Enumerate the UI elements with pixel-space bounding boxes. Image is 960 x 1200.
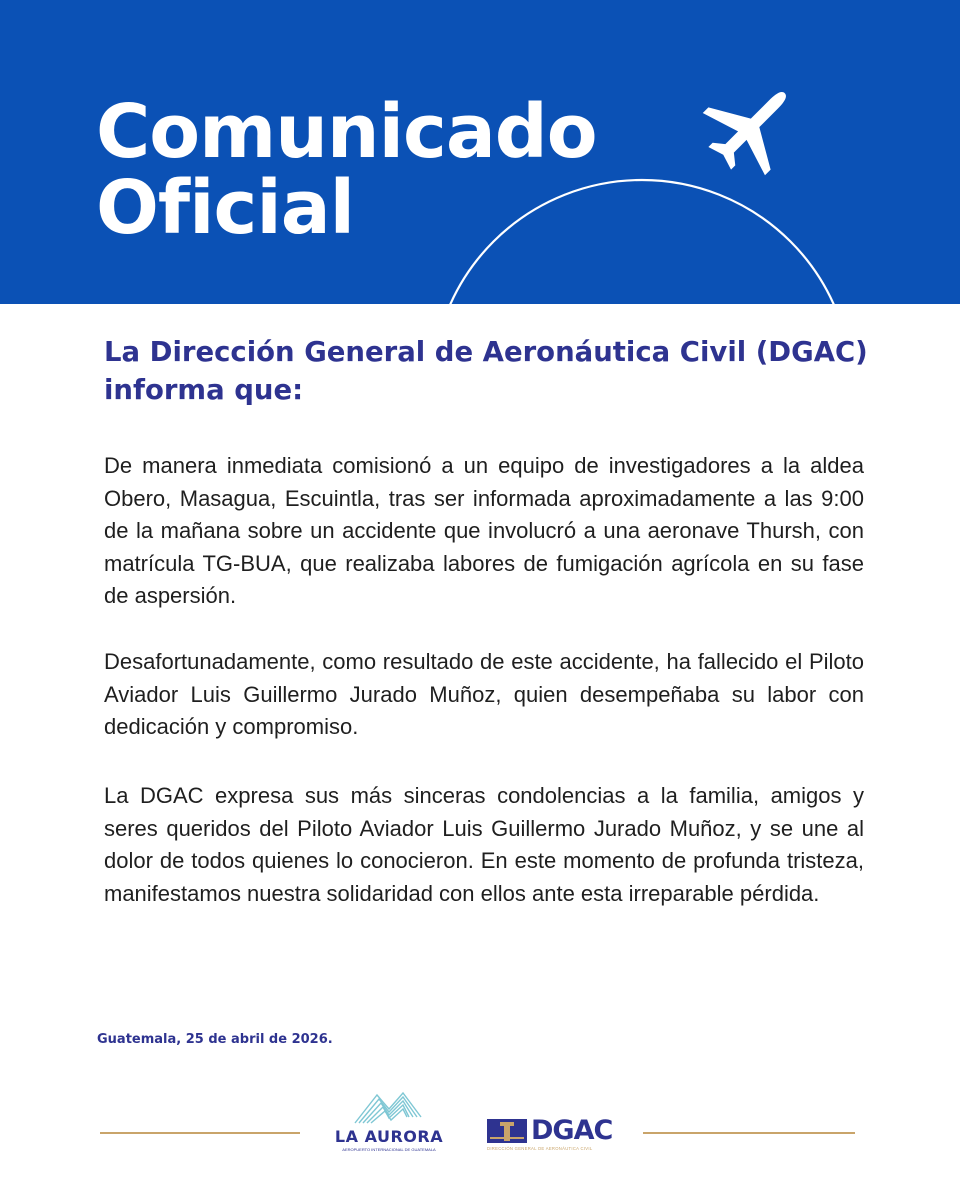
tower-icon	[487, 1119, 527, 1143]
dgac-logo	[487, 1115, 627, 1155]
title-line-1: Comunicado	[96, 89, 597, 175]
la-aurora-name: LA AURORA	[334, 1127, 444, 1146]
la-aurora-subtitle: AEROPUERTO INTERNACIONAL DE GUATEMALA	[342, 1147, 436, 1152]
la-aurora-logo	[325, 1087, 453, 1157]
aurora-wave-icon	[325, 1087, 453, 1127]
paragraph-2: Desafortunadamente, como resultado de este accidente, ha fallecido el Piloto Aviador Luis Guillermo Jurado Muñoz, quien desempeñaba su labor con dedicación y compromiso.	[104, 649, 864, 739]
dgac-subtitle: DIRECCIÓN GENERAL DE AERONÁUTICA CIVIL	[487, 1146, 593, 1151]
header-banner	[0, 0, 960, 304]
airplane-icon	[689, 62, 816, 189]
paragraph-1: De manera inmediata comisionó a un equipo de investigadores a la aldea Obero, Masagua, Escuintla, tras ser informada aproximadamente a las 9:00 de la mañana sobre un accidente que involucró a una aeronave Thursh, con matrícula TG-BUA, que realizaba labores de fumigación agrícola en su fase de aspersión.	[104, 453, 864, 608]
footer-rule-right	[643, 1132, 855, 1134]
dateline: Guatemala, 25 de abril de 2026.	[97, 1032, 333, 1047]
dgac-name: DGAC	[531, 1115, 613, 1146]
footer-rule-left	[100, 1132, 300, 1134]
dgac-emblem-icon	[487, 1119, 527, 1143]
page-title	[96, 89, 597, 251]
paragraph-3: La DGAC expresa sus más sinceras condolencias a la familia, amigos y seres queridos del Piloto Aviador Luis Guillermo Jurado Muñoz, y se une al dolor de todos quienes lo conocieron. En este momento de profunda tristeza, manifestamos nuestra solidaridad con ellos ante esta irreparable pérdida.	[104, 783, 864, 906]
title-line-2: Oficial	[96, 165, 354, 251]
headline: La Dirección General de Aeronáutica Civil (DGAC) informa que:	[104, 336, 868, 406]
